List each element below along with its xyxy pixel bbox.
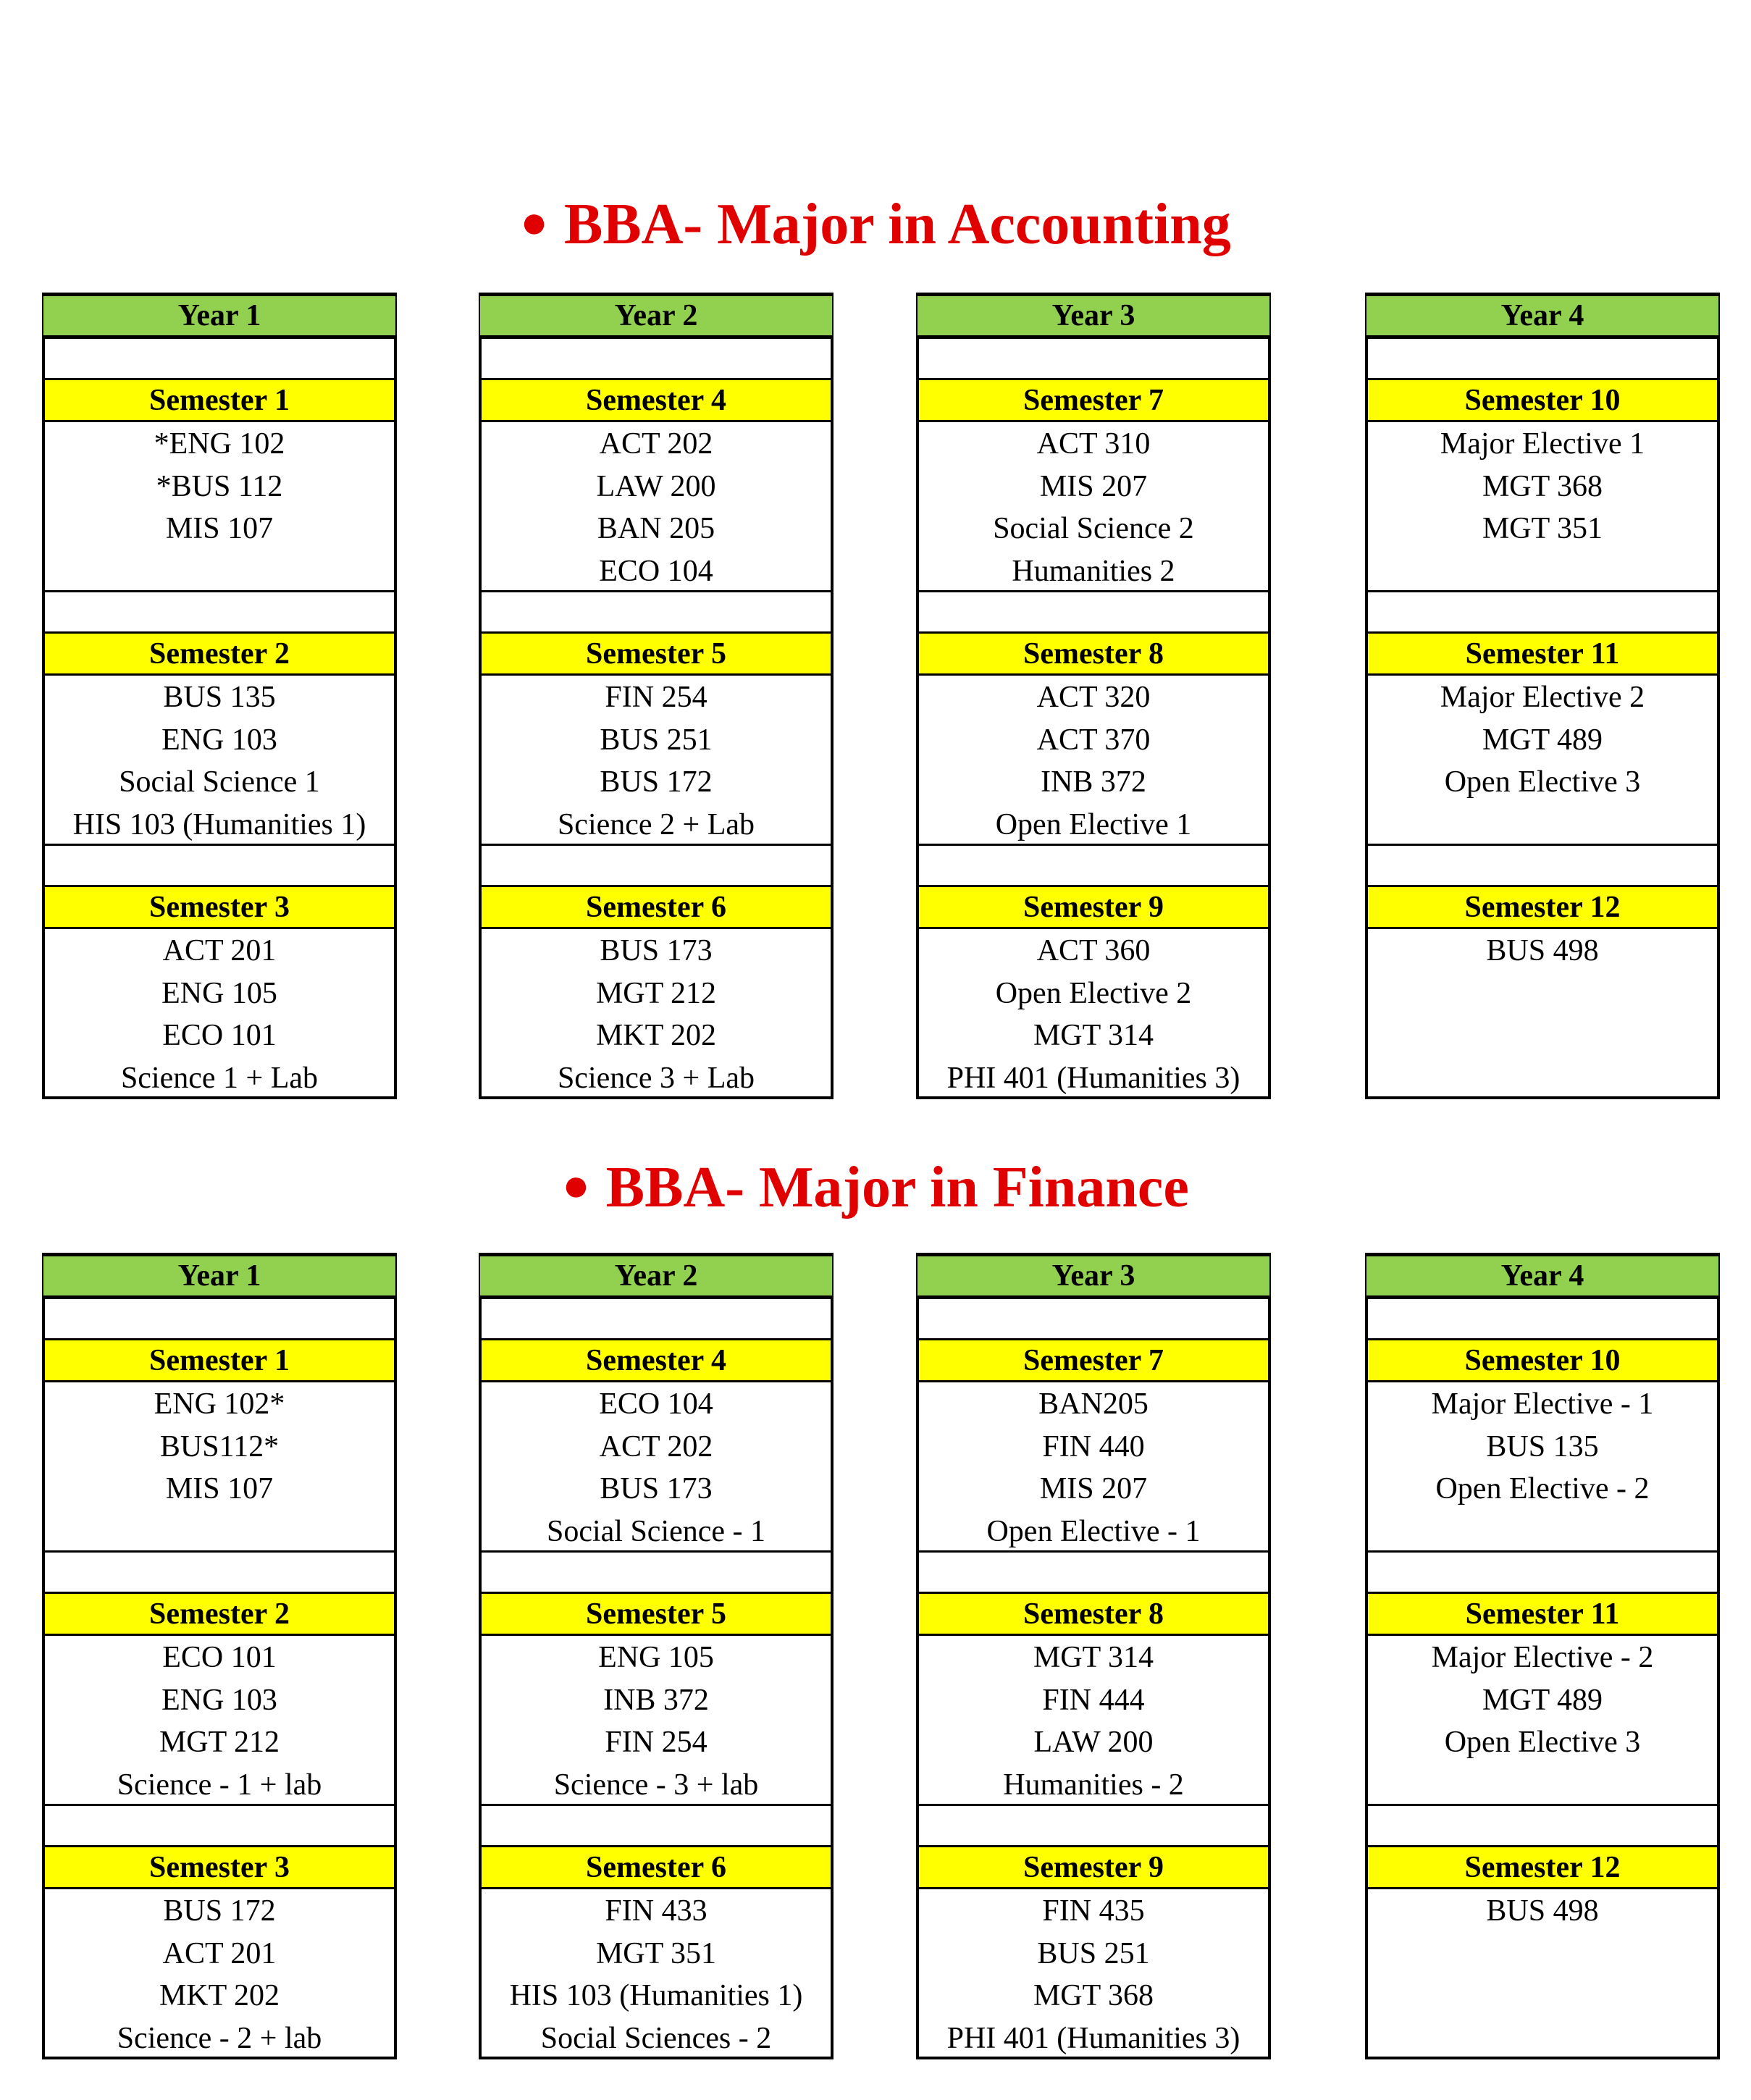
semester-header: Semester 3 — [45, 887, 394, 929]
spacer-row — [1368, 1553, 1717, 1594]
course-list — [45, 1382, 394, 1553]
semester-header: Semester 2 — [45, 634, 394, 676]
course-item: BUS 135 — [1486, 1429, 1599, 1463]
course-item: Science 3 + Lab — [557, 1061, 755, 1095]
spacer-row — [482, 339, 831, 380]
course-item: Social Science 1 — [119, 765, 320, 799]
course-item: ECO 101 — [162, 1019, 277, 1052]
spacer-row — [919, 1299, 1268, 1340]
course-list — [482, 422, 831, 592]
course-item: BAN 205 — [597, 512, 715, 545]
course-item: Social Science 2 — [993, 512, 1194, 545]
course-list — [919, 1636, 1268, 1806]
year-column — [479, 293, 833, 1099]
course-item: BUS 498 — [1486, 934, 1599, 967]
course-item: Science - 2 + lab — [117, 2021, 322, 2055]
course-item: BUS 172 — [163, 1894, 276, 1928]
spacer-row — [482, 846, 831, 887]
spacer-row — [919, 592, 1268, 634]
spacer-row — [45, 592, 394, 634]
spacer-row — [45, 1806, 394, 1847]
semester-header: Semester 1 — [45, 1340, 394, 1382]
course-item: ENG 102* — [154, 1387, 285, 1421]
spacer-row — [45, 1299, 394, 1340]
course-item: FIN 433 — [605, 1894, 707, 1928]
course-item: LAW 200 — [1033, 1726, 1154, 1759]
year-header: Year 3 — [916, 1253, 1271, 1299]
course-item: MIS 207 — [1039, 469, 1148, 503]
program-title-text: BBA- Major in Accounting — [563, 193, 1231, 256]
semester-header: Semester 9 — [919, 887, 1268, 929]
course-item: Science 1 + Lab — [120, 1061, 319, 1095]
year-header: Year 2 — [479, 293, 833, 339]
course-list — [1368, 422, 1717, 592]
course-item: Major Elective - 1 — [1431, 1387, 1654, 1421]
spacer-row — [482, 1806, 831, 1847]
course-list — [482, 676, 831, 846]
course-list — [1368, 1889, 1717, 2059]
semester-header: Semester 4 — [482, 380, 831, 422]
course-item: MGT 351 — [1482, 512, 1603, 545]
spacer-row — [919, 339, 1268, 380]
course-item: BAN205 — [1038, 1387, 1149, 1421]
course-item: BUS 135 — [163, 681, 276, 714]
course-item: ENG 103 — [161, 723, 277, 757]
semester-header: Semester 11 — [1368, 634, 1717, 676]
course-item: Major Elective - 2 — [1431, 1641, 1654, 1674]
course-item: ECO 101 — [162, 1641, 277, 1674]
course-item: INB 372 — [1041, 765, 1146, 799]
course-item: *ENG 102 — [154, 427, 285, 461]
course-item: BUS112* — [159, 1429, 280, 1463]
spacer-row — [1368, 846, 1717, 887]
spacer-row — [45, 339, 394, 380]
course-item: ACT 320 — [1036, 681, 1151, 714]
course-item: Science 2 + Lab — [557, 807, 755, 841]
course-item: MGT 368 — [1033, 1979, 1154, 2012]
course-item: Science - 1 + lab — [117, 1768, 322, 1802]
year-column — [916, 293, 1271, 1099]
spacer-row — [482, 592, 831, 634]
course-item: ECO 104 — [599, 554, 713, 588]
course-item: MGT 212 — [595, 976, 717, 1010]
program-title-text: BBA- Major in Finance — [605, 1156, 1189, 1219]
course-item: Social Science - 1 — [546, 1514, 766, 1548]
semester-header: Semester 10 — [1368, 1340, 1717, 1382]
course-item: MIS 107 — [165, 512, 274, 545]
course-list — [919, 1889, 1268, 2059]
course-item: MIS 107 — [165, 1472, 274, 1505]
year-header: Year 4 — [1365, 1253, 1720, 1299]
course-list — [482, 1889, 831, 2059]
course-item: BUS 498 — [1486, 1894, 1599, 1928]
course-item: Open Elective 2 — [995, 976, 1192, 1010]
year-column — [1365, 293, 1720, 1099]
semester-header: Semester 12 — [1368, 887, 1717, 929]
course-item: Social Sciences - 2 — [540, 2021, 772, 2055]
course-item: MGT 212 — [159, 1726, 280, 1759]
course-item: ECO 104 — [599, 1387, 713, 1421]
spacer-row — [919, 1806, 1268, 1847]
spacer-row — [1368, 339, 1717, 380]
course-item: BUS 172 — [600, 765, 713, 799]
semester-header: Semester 7 — [919, 1340, 1268, 1382]
course-list — [482, 1636, 831, 1806]
year-header: Year 1 — [42, 1253, 397, 1299]
course-item: *BUS 112 — [156, 469, 283, 503]
course-item: HIS 103 (Humanities 1) — [72, 807, 366, 841]
course-item: Humanities - 2 — [1003, 1768, 1184, 1802]
semester-header: Semester 5 — [482, 1594, 831, 1636]
semester-header: Semester 6 — [482, 887, 831, 929]
course-item: Major Elective 2 — [1440, 681, 1645, 714]
course-item: HIS 103 (Humanities 1) — [509, 1979, 803, 2012]
course-item: BUS 251 — [600, 723, 713, 757]
course-item: FIN 435 — [1042, 1894, 1145, 1928]
course-item: ACT 370 — [1036, 723, 1151, 757]
course-item: BUS 173 — [600, 1472, 713, 1505]
spacer-row — [45, 846, 394, 887]
spacer-row — [1368, 1806, 1717, 1847]
course-list — [482, 1382, 831, 1553]
course-list — [45, 1636, 394, 1806]
semester-header: Semester 12 — [1368, 1847, 1717, 1889]
year-column — [916, 1253, 1271, 2059]
course-item: ACT 201 — [162, 1936, 277, 1970]
spacer-row — [919, 846, 1268, 887]
semester-header: Semester 8 — [919, 1594, 1268, 1636]
spacer-row — [482, 1553, 831, 1594]
course-item: FIN 444 — [1042, 1683, 1145, 1717]
semester-header: Semester 9 — [919, 1847, 1268, 1889]
course-item: ENG 103 — [161, 1683, 277, 1717]
course-list — [1368, 1636, 1717, 1806]
year-column — [479, 1253, 833, 2059]
course-list — [919, 1382, 1268, 1553]
course-item: FIN 254 — [605, 681, 707, 714]
year-header: Year 4 — [1365, 293, 1720, 339]
course-item: ACT 310 — [1036, 427, 1151, 461]
course-item: Humanities 2 — [1012, 554, 1175, 588]
course-item: MGT 489 — [1482, 723, 1603, 757]
course-list — [1368, 929, 1717, 1099]
spacer-row — [45, 1553, 394, 1594]
course-list — [919, 422, 1268, 592]
course-list — [919, 676, 1268, 846]
course-list — [1368, 1382, 1717, 1553]
course-item: BUS 173 — [600, 934, 713, 967]
course-item: FIN 440 — [1042, 1429, 1145, 1463]
course-item: MIS 207 — [1039, 1472, 1148, 1505]
year-header: Year 3 — [916, 293, 1271, 339]
semester-header: Semester 8 — [919, 634, 1268, 676]
semester-header: Semester 2 — [45, 1594, 394, 1636]
course-item: ACT 201 — [162, 934, 277, 967]
course-item: Open Elective - 1 — [986, 1514, 1201, 1548]
program-title — [0, 1156, 1751, 1219]
course-item: ENG 105 — [161, 976, 277, 1010]
spacer-row — [1368, 592, 1717, 634]
semester-header: Semester 6 — [482, 1847, 831, 1889]
course-list — [482, 929, 831, 1099]
course-item: LAW 200 — [596, 469, 716, 503]
course-list — [45, 1889, 394, 2059]
course-list — [45, 676, 394, 846]
course-item: MGT 314 — [1033, 1641, 1154, 1674]
course-item: Open Elective 3 — [1444, 1726, 1641, 1759]
course-item: INB 372 — [603, 1683, 709, 1717]
course-item: PHI 401 (Humanities 3) — [946, 2021, 1240, 2055]
course-item: MGT 489 — [1482, 1683, 1603, 1717]
spacer-row — [1368, 1299, 1717, 1340]
course-item: ACT 360 — [1036, 934, 1151, 967]
course-item: PHI 401 (Humanities 3) — [946, 1061, 1240, 1095]
course-list — [1368, 676, 1717, 846]
course-item: Major Elective 1 — [1440, 427, 1645, 461]
course-item: Open Elective 1 — [995, 807, 1192, 841]
course-item: Open Elective - 2 — [1435, 1472, 1650, 1505]
course-item: Science - 3 + lab — [553, 1768, 759, 1802]
spacer-row — [919, 1553, 1268, 1594]
year-column — [42, 1253, 397, 2059]
course-item: BUS 251 — [1037, 1936, 1150, 1970]
bullet-icon: ● — [562, 1159, 590, 1211]
course-item: MGT 314 — [1033, 1019, 1154, 1052]
spacer-row — [482, 1299, 831, 1340]
course-item: MGT 368 — [1482, 469, 1603, 503]
semester-header: Semester 3 — [45, 1847, 394, 1889]
bullet-icon: ● — [520, 196, 548, 248]
course-item: Open Elective 3 — [1444, 765, 1641, 799]
course-item: MKT 202 — [159, 1979, 280, 2012]
semester-header: Semester 4 — [482, 1340, 831, 1382]
course-item: ACT 202 — [599, 427, 713, 461]
course-item: MGT 351 — [595, 1936, 717, 1970]
semester-header: Semester 11 — [1368, 1594, 1717, 1636]
course-item: ACT 202 — [599, 1429, 713, 1463]
course-list — [45, 929, 394, 1099]
year-header: Year 1 — [42, 293, 397, 339]
semester-header: Semester 5 — [482, 634, 831, 676]
program-title — [0, 193, 1751, 256]
semester-header: Semester 10 — [1368, 380, 1717, 422]
course-list — [919, 929, 1268, 1099]
semester-header: Semester 7 — [919, 380, 1268, 422]
year-column — [42, 293, 397, 1099]
semester-header: Semester 1 — [45, 380, 394, 422]
course-item: FIN 254 — [605, 1726, 707, 1759]
year-column — [1365, 1253, 1720, 2059]
year-header: Year 2 — [479, 1253, 833, 1299]
course-list — [45, 422, 394, 592]
course-item: MKT 202 — [595, 1019, 717, 1052]
course-item: ENG 105 — [598, 1641, 714, 1674]
